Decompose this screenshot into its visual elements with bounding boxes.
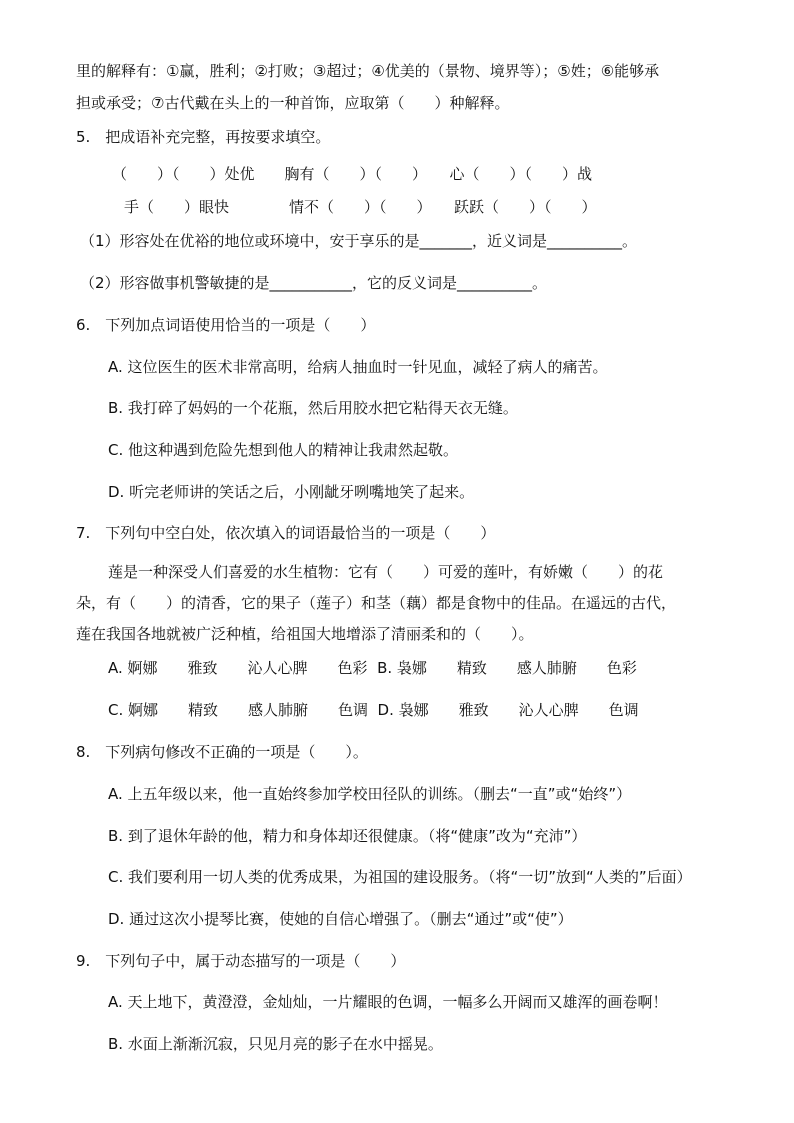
q8-option-b: B. 到了退休年龄的他，精力和身体却还很健康。（将“健康”改为“充沛”） bbox=[108, 827, 587, 845]
q8-option-d: D. 通过这次小提琴比赛，使她的自信心增强了。（删去“通过”或“使”） bbox=[108, 910, 573, 928]
q7-passage-line-3: 莲在我国各地就被广泛种植，给祖国大地增添了清丽柔和的（ ）。 bbox=[76, 625, 534, 643]
q8-heading: 8. 下列病句修改不正确的一项是（ ）。 bbox=[76, 743, 368, 761]
q8-option-a: A. 上五年级以来，他一直始终参加学校田径队的训练。（删去“一直”或“始终”） bbox=[108, 785, 632, 803]
q5-idioms-row-2: 手（ ）眼快 情不（ ）（ ） 跃跃（ ）（ ） bbox=[124, 198, 597, 216]
q9-option-a: A. 天上地下，黄澄澄，金灿灿，一片耀眼的色调，一幅多么开阔而又雄浑的画卷啊！ bbox=[108, 993, 668, 1011]
q5-heading: 5. 把成语补充完整，再按要求填空。 bbox=[76, 128, 331, 146]
q6-option-b: B. 我打碎了妈妈的一个花瓶，然后用胶水把它粘得天衣无缝。 bbox=[108, 399, 518, 417]
q6-option-c: C. 他这种遇到危险先想到他人的精神让我肃然起敬。 bbox=[108, 441, 459, 459]
q4-text-line-2: 担或承受；⑦古代戴在头上的一种首饰，应取第（ ）种解释。 bbox=[76, 94, 510, 112]
q5-idioms-row-1: （ ）（ ）处优 胸有（ ）（ ） 心（ ）（ ）战 bbox=[112, 165, 593, 183]
q6-heading: 6. 下列加点词语使用恰当的一项是（ ） bbox=[76, 316, 376, 334]
q9-option-b: B. 水面上渐渐沉寂，只见月亮的影子在水中摇晃。 bbox=[108, 1035, 443, 1053]
q6-option-a: A. 这位医生的医术非常高明，给病人抽血时一针见血，减轻了病人的痛苦。 bbox=[108, 358, 608, 376]
q7-options-cd: C. 婀娜 精致 感人肺腑 色调 D. 袅娜 雅致 沁人心脾 色调 bbox=[108, 701, 639, 719]
q9-heading: 9. 下列句子中，属于动态描写的一项是（ ） bbox=[76, 952, 406, 970]
q5-subq-1: （1）形容处在优裕的地位或环境中，安于享乐的是_______，近义词是__________。 bbox=[80, 232, 638, 250]
q7-options-ab: A. 婀娜 雅致 沁人心脾 色彩 B. 袅娜 精致 感人肺腑 色彩 bbox=[108, 659, 637, 677]
q4-text-line-1: 里的解释有：①赢，胜利；②打败；③超过；④优美的（景物、境界等）；⑤姓；⑥能够承 bbox=[76, 62, 660, 80]
q7-heading: 7. 下列句中空白处，依次填入的词语最恰当的一项是（ ） bbox=[76, 524, 496, 542]
q8-option-c: C. 我们要利用一切人类的优秀成果，为祖国的建设服务。（将“一切”放到“人类的”后面） bbox=[108, 868, 692, 886]
q7-passage-line-1: 莲是一种深受人们喜爱的水生植物：它有（ ）可爱的莲叶，有娇嫩（ ）的花 bbox=[108, 563, 664, 581]
q7-passage-line-2: 朵，有（ ）的清香，它的果子（莲子）和茎（藕）都是食物中的佳品。在遥远的古代， bbox=[76, 594, 677, 612]
q5-subq-2: （2）形容做事机警敏捷的是___________，它的反义词是__________。 bbox=[80, 274, 548, 292]
q6-option-d: D. 听完老师讲的笑话之后，小刚龇牙咧嘴地笑了起来。 bbox=[108, 483, 475, 501]
